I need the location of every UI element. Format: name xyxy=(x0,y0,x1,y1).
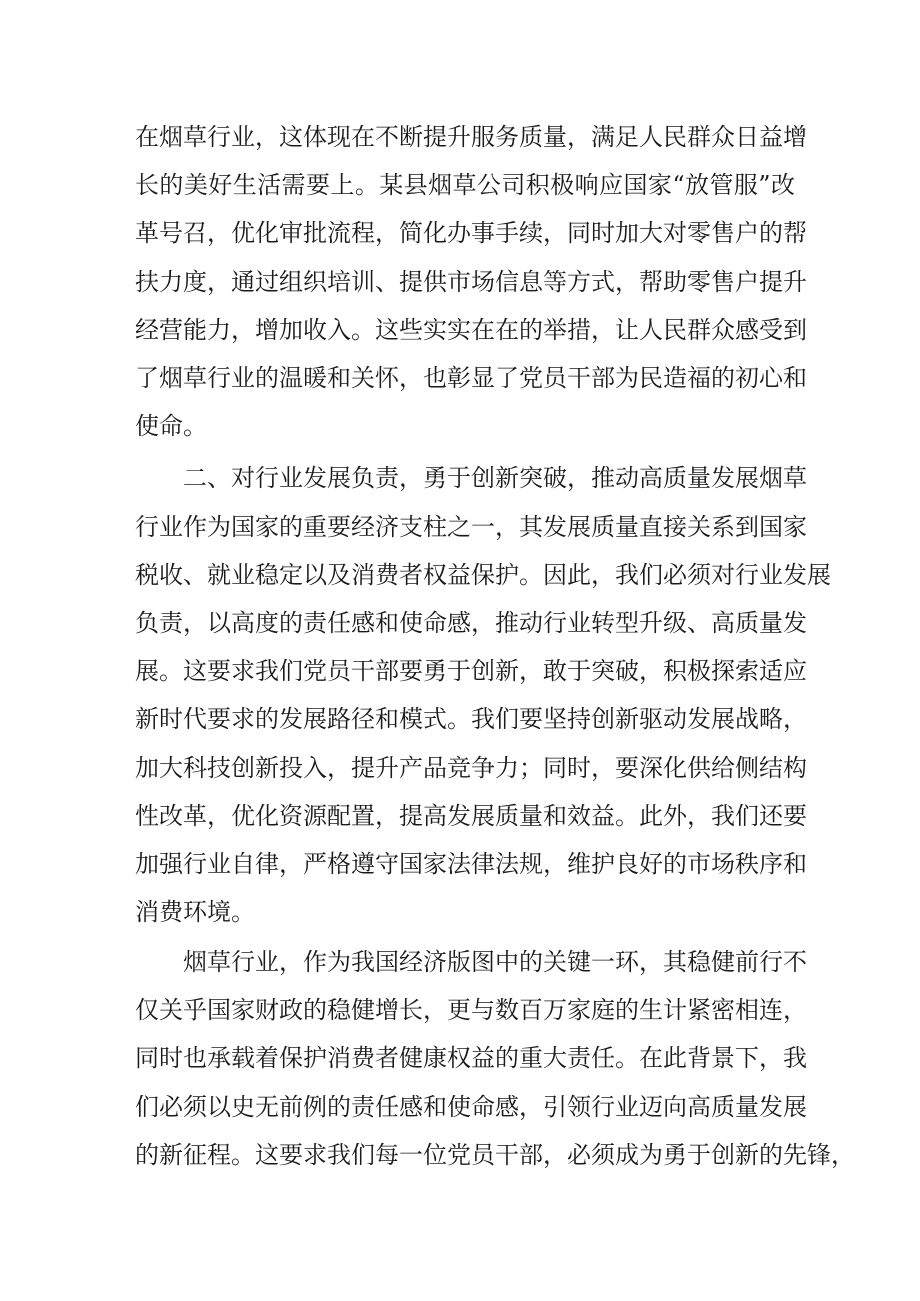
text-line: 同时也承载着保护消费者健康权益的重大责任。在此背景下，我 xyxy=(135,1044,807,1072)
text-line: 们必须以史无前例的责任感和使命感，引领行业迈向高质量发展 xyxy=(135,1093,807,1121)
text-line: 性改革，优化资源配置，提高发展质量和效益。此外，我们还要 xyxy=(135,802,807,830)
text-line: 在烟草行业，这体现在不断提升服务质量，满足人民群众日益增 xyxy=(135,123,807,151)
text-line: 展。这要求我们党员干部要勇于创新，敢于突破，积极探索适应 xyxy=(135,657,807,685)
text-line: 烟草行业，作为我国经济版图中的关键一环，其稳健前行不 xyxy=(183,948,807,976)
text-line: 仅关乎国家财政的稳健增长，更与数百万家庭的生计紧密相连， xyxy=(135,996,807,1024)
text-line: 长的美好生活需要上。某县烟草公司积极响应国家“放管服”改 xyxy=(135,171,795,199)
text-line: 扶力度，通过组织培训、提供市场信息等方式，帮助零售户提升 xyxy=(135,268,807,296)
text-line: 二、对行业发展负责，勇于创新突破，推动高质量发展烟草 xyxy=(183,464,807,492)
text-line: 加大科技创新投入，提升产品竞争力；同时，要深化供给侧结构 xyxy=(135,754,807,782)
text-line: 税收、就业稳定以及消费者权益保护。因此，我们必须对行业发展 xyxy=(135,561,831,589)
text-line: 消费环境。 xyxy=(135,898,255,926)
text-line: 行业作为国家的重要经济支柱之一，其发展质量直接关系到国家 xyxy=(135,513,807,541)
text-line: 使命。 xyxy=(135,412,207,440)
text-line: 新时代要求的发展路径和模式。我们要坚持创新驱动发展战略， xyxy=(135,705,807,733)
text-line: 的新征程。这要求我们每一位党员干部，必须成为勇于创新的先锋， xyxy=(135,1141,855,1169)
text-line: 经营能力，增加收入。这些实实在在的举措，让人民群众感受到 xyxy=(135,316,807,344)
text-line: 加强行业自律，严格遵守国家法律法规，维护良好的市场秩序和 xyxy=(135,850,807,878)
text-line: 负责，以高度的责任感和使命感，推动行业转型升级、高质量发 xyxy=(135,609,807,637)
text-line: 了烟草行业的温暖和关怀，也彰显了党员干部为民造福的初心和 xyxy=(135,364,807,392)
text-line: 革号召，优化审批流程，简化办事手续，同时加大对零售户的帮 xyxy=(135,219,807,247)
